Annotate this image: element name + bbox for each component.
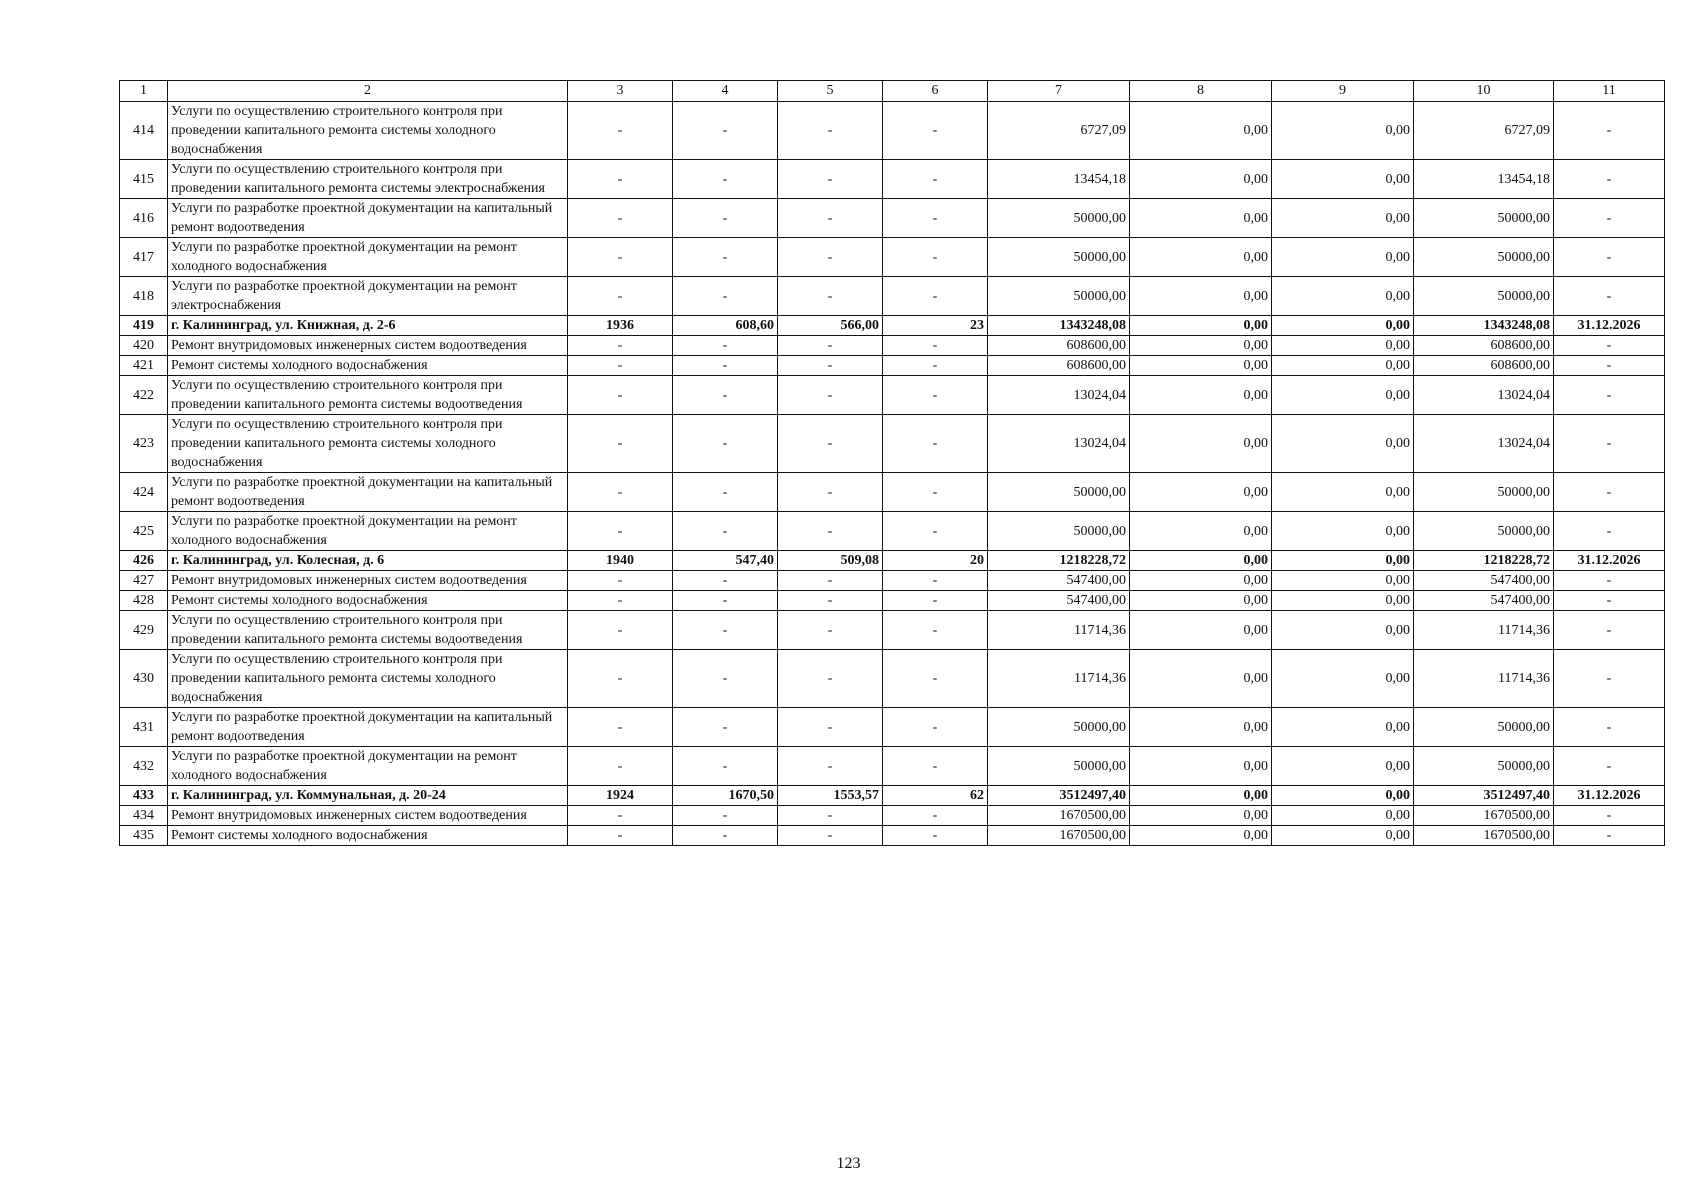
col8-value: 0,00	[1130, 160, 1272, 199]
col3-value: -	[568, 512, 673, 551]
table-row	[120, 102, 1665, 160]
row-number: 434	[120, 806, 168, 826]
col4-value: -	[673, 826, 778, 846]
col7-value: 50000,00	[988, 708, 1130, 747]
col6-value: -	[883, 336, 988, 356]
col6-value: -	[883, 571, 988, 591]
col7-value: 547400,00	[988, 591, 1130, 611]
col11-value: -	[1554, 806, 1665, 826]
column-header: 7	[988, 81, 1130, 102]
col10-value: 11714,36	[1414, 611, 1554, 650]
col8-value: 0,00	[1130, 826, 1272, 846]
col10-value: 50000,00	[1414, 747, 1554, 786]
col5-value: -	[778, 826, 883, 846]
col3-value: -	[568, 199, 673, 238]
col8-value: 0,00	[1130, 786, 1272, 806]
col4-value: 1670,50	[673, 786, 778, 806]
col9-value: 0,00	[1272, 376, 1414, 415]
col6-value: -	[883, 747, 988, 786]
col10-value: 50000,00	[1414, 238, 1554, 277]
column-header: 6	[883, 81, 988, 102]
col5-value: -	[778, 199, 883, 238]
address-row	[120, 786, 1665, 806]
col10-value: 50000,00	[1414, 277, 1554, 316]
row-description: Ремонт системы холодного водоснабжения	[168, 356, 568, 376]
col3-value: -	[568, 747, 673, 786]
col6-value: -	[883, 376, 988, 415]
page-number: 123	[836, 1155, 861, 1172]
col4-value: -	[673, 199, 778, 238]
column-header: 11	[1554, 81, 1665, 102]
col5-value: -	[778, 473, 883, 512]
table-row	[120, 591, 1665, 611]
table-row	[120, 571, 1665, 591]
col4-value: -	[673, 747, 778, 786]
col8-value: 0,00	[1130, 747, 1272, 786]
col9-value: 0,00	[1272, 277, 1414, 316]
col5-value: -	[778, 747, 883, 786]
register-sheet	[119, 80, 1664, 846]
row-description: Услуги по разработке проектной документации на ремонт холодного водоснабжения	[168, 238, 568, 277]
col7-value: 13454,18	[988, 160, 1130, 199]
table-row	[120, 473, 1665, 512]
row-description: Услуги по разработке проектной документации на ремонт холодного водоснабжения	[168, 512, 568, 551]
col11-value: -	[1554, 826, 1665, 846]
table-row	[120, 747, 1665, 786]
col6-value: -	[883, 415, 988, 473]
col9-value: 0,00	[1272, 611, 1414, 650]
col8-value: 0,00	[1130, 316, 1272, 336]
address-row	[120, 551, 1665, 571]
table-row	[120, 238, 1665, 277]
col8-value: 0,00	[1130, 611, 1272, 650]
col4-value: 608,60	[673, 316, 778, 336]
repair-register-table	[119, 80, 1665, 846]
col4-value: -	[673, 512, 778, 551]
col8-value: 0,00	[1130, 376, 1272, 415]
column-header: 2	[168, 81, 568, 102]
column-header: 4	[673, 81, 778, 102]
col11-value: -	[1554, 650, 1665, 708]
col3-value: -	[568, 238, 673, 277]
col11-value: 31.12.2026	[1554, 786, 1665, 806]
col6-value: -	[883, 238, 988, 277]
row-description: Ремонт системы холодного водоснабжения	[168, 591, 568, 611]
column-header: 5	[778, 81, 883, 102]
col10-value: 608600,00	[1414, 356, 1554, 376]
row-description: г. Калининград, ул. Коммунальная, д. 20-24	[168, 786, 568, 806]
col7-value: 11714,36	[988, 611, 1130, 650]
col11-value: -	[1554, 571, 1665, 591]
col4-value: -	[673, 611, 778, 650]
col4-value: -	[673, 376, 778, 415]
column-header: 8	[1130, 81, 1272, 102]
col5-value: -	[778, 806, 883, 826]
col9-value: 0,00	[1272, 316, 1414, 336]
col7-value: 50000,00	[988, 238, 1130, 277]
col3-value: -	[568, 336, 673, 356]
col7-value: 50000,00	[988, 747, 1130, 786]
row-description: г. Калининград, ул. Колесная, д. 6	[168, 551, 568, 571]
column-header: 1	[120, 81, 168, 102]
table-row	[120, 199, 1665, 238]
col10-value: 547400,00	[1414, 591, 1554, 611]
row-number: 430	[120, 650, 168, 708]
table-row	[120, 356, 1665, 376]
col4-value: -	[673, 336, 778, 356]
col9-value: 0,00	[1272, 102, 1414, 160]
col6-value: -	[883, 708, 988, 747]
col4-value: -	[673, 356, 778, 376]
col4-value: -	[673, 160, 778, 199]
col9-value: 0,00	[1272, 826, 1414, 846]
col6-value: -	[883, 512, 988, 551]
col11-value: -	[1554, 708, 1665, 747]
row-description: Услуги по разработке проектной документации на ремонт электроснабжения	[168, 277, 568, 316]
col3-value: -	[568, 591, 673, 611]
col4-value: -	[673, 708, 778, 747]
col8-value: 0,00	[1130, 277, 1272, 316]
col5-value: -	[778, 376, 883, 415]
row-number: 426	[120, 551, 168, 571]
table-row	[120, 826, 1665, 846]
row-number: 419	[120, 316, 168, 336]
table-row	[120, 512, 1665, 551]
row-description: Услуги по осуществлению строительного контроля при проведении капитального ремонта системы водоотведения	[168, 376, 568, 415]
row-description: Услуги по осуществлению строительного контроля при проведении капитального ремонта системы холодного водоснабжения	[168, 415, 568, 473]
col11-value: -	[1554, 356, 1665, 376]
col7-value: 608600,00	[988, 356, 1130, 376]
row-number: 423	[120, 415, 168, 473]
col8-value: 0,00	[1130, 571, 1272, 591]
col8-value: 0,00	[1130, 415, 1272, 473]
row-description: Услуги по осуществлению строительного контроля при проведении капитального ремонта системы водоотведения	[168, 611, 568, 650]
col7-value: 50000,00	[988, 277, 1130, 316]
row-description: Услуги по разработке проектной документации на капитальный ремонт водоотведения	[168, 199, 568, 238]
col4-value: -	[673, 473, 778, 512]
col10-value: 50000,00	[1414, 708, 1554, 747]
col5-value: -	[778, 238, 883, 277]
col10-value: 13454,18	[1414, 160, 1554, 199]
row-number: 429	[120, 611, 168, 650]
col9-value: 0,00	[1272, 806, 1414, 826]
col10-value: 3512497,40	[1414, 786, 1554, 806]
col9-value: 0,00	[1272, 571, 1414, 591]
col9-value: 0,00	[1272, 708, 1414, 747]
col6-value: -	[883, 650, 988, 708]
row-description: Услуги по разработке проектной документации на ремонт холодного водоснабжения	[168, 747, 568, 786]
table-row	[120, 806, 1665, 826]
col9-value: 0,00	[1272, 199, 1414, 238]
col4-value: -	[673, 571, 778, 591]
col11-value: -	[1554, 591, 1665, 611]
col3-value: -	[568, 415, 673, 473]
col4-value: -	[673, 277, 778, 316]
col11-value: -	[1554, 336, 1665, 356]
col9-value: 0,00	[1272, 415, 1414, 473]
col6-value: -	[883, 277, 988, 316]
col11-value: -	[1554, 102, 1665, 160]
col11-value: -	[1554, 199, 1665, 238]
col5-value: -	[778, 650, 883, 708]
col10-value: 50000,00	[1414, 512, 1554, 551]
row-description: Услуги по осуществлению строительного контроля при проведении капитального ремонта системы электроснабжения	[168, 160, 568, 199]
col10-value: 50000,00	[1414, 473, 1554, 512]
col3-value: 1936	[568, 316, 673, 336]
col11-value: -	[1554, 611, 1665, 650]
col10-value: 547400,00	[1414, 571, 1554, 591]
col9-value: 0,00	[1272, 551, 1414, 571]
col3-value: -	[568, 611, 673, 650]
col8-value: 0,00	[1130, 473, 1272, 512]
col5-value: -	[778, 708, 883, 747]
col3-value: -	[568, 708, 673, 747]
row-number: 425	[120, 512, 168, 551]
col6-value: 20	[883, 551, 988, 571]
col11-value: -	[1554, 415, 1665, 473]
col3-value: -	[568, 356, 673, 376]
col6-value: -	[883, 356, 988, 376]
col5-value: 1553,57	[778, 786, 883, 806]
col10-value: 50000,00	[1414, 199, 1554, 238]
col11-value: -	[1554, 512, 1665, 551]
col10-value: 13024,04	[1414, 415, 1554, 473]
col8-value: 0,00	[1130, 199, 1272, 238]
col5-value: -	[778, 591, 883, 611]
col6-value: -	[883, 591, 988, 611]
col3-value: -	[568, 473, 673, 512]
col3-value: -	[568, 650, 673, 708]
col9-value: 0,00	[1272, 160, 1414, 199]
col8-value: 0,00	[1130, 708, 1272, 747]
col9-value: 0,00	[1272, 747, 1414, 786]
col4-value: 547,40	[673, 551, 778, 571]
col7-value: 1670500,00	[988, 826, 1130, 846]
table-row	[120, 336, 1665, 356]
table-row	[120, 611, 1665, 650]
col7-value: 1670500,00	[988, 806, 1130, 826]
row-number: 418	[120, 277, 168, 316]
col9-value: 0,00	[1272, 473, 1414, 512]
col10-value: 1670500,00	[1414, 826, 1554, 846]
col9-value: 0,00	[1272, 356, 1414, 376]
col8-value: 0,00	[1130, 238, 1272, 277]
col7-value: 50000,00	[988, 512, 1130, 551]
address-row	[120, 316, 1665, 336]
row-number: 428	[120, 591, 168, 611]
col6-value: -	[883, 473, 988, 512]
col7-value: 13024,04	[988, 376, 1130, 415]
row-number: 433	[120, 786, 168, 806]
col3-value: -	[568, 277, 673, 316]
col7-value: 13024,04	[988, 415, 1130, 473]
col11-value: -	[1554, 238, 1665, 277]
col11-value: 31.12.2026	[1554, 316, 1665, 336]
col7-value: 1343248,08	[988, 316, 1130, 336]
col8-value: 0,00	[1130, 102, 1272, 160]
col5-value: 566,00	[778, 316, 883, 336]
col8-value: 0,00	[1130, 591, 1272, 611]
col10-value: 13024,04	[1414, 376, 1554, 415]
col4-value: -	[673, 102, 778, 160]
row-description: Услуги по осуществлению строительного контроля при проведении капитального ремонта системы холодного водоснабжения	[168, 650, 568, 708]
col3-value: -	[568, 826, 673, 846]
col9-value: 0,00	[1272, 786, 1414, 806]
row-number: 435	[120, 826, 168, 846]
column-header: 3	[568, 81, 673, 102]
col7-value: 6727,09	[988, 102, 1130, 160]
col7-value: 50000,00	[988, 199, 1130, 238]
col9-value: 0,00	[1272, 650, 1414, 708]
row-description: Ремонт внутридомовых инженерных систем водоотведения	[168, 571, 568, 591]
col3-value: -	[568, 571, 673, 591]
col6-value: -	[883, 611, 988, 650]
col11-value: 31.12.2026	[1554, 551, 1665, 571]
col7-value: 547400,00	[988, 571, 1130, 591]
col7-value: 1218228,72	[988, 551, 1130, 571]
col6-value: 23	[883, 316, 988, 336]
col5-value: -	[778, 512, 883, 551]
col5-value: -	[778, 356, 883, 376]
col4-value: -	[673, 806, 778, 826]
row-number: 431	[120, 708, 168, 747]
col6-value: -	[883, 806, 988, 826]
col10-value: 1343248,08	[1414, 316, 1554, 336]
col3-value: 1924	[568, 786, 673, 806]
table-row	[120, 415, 1665, 473]
col3-value: -	[568, 806, 673, 826]
col8-value: 0,00	[1130, 336, 1272, 356]
row-number: 424	[120, 473, 168, 512]
col5-value: -	[778, 571, 883, 591]
col4-value: -	[673, 591, 778, 611]
row-description: г. Калининград, ул. Книжная, д. 2-6	[168, 316, 568, 336]
col11-value: -	[1554, 376, 1665, 415]
col10-value: 6727,09	[1414, 102, 1554, 160]
table-body	[120, 81, 1665, 846]
table-row	[120, 650, 1665, 708]
column-header: 9	[1272, 81, 1414, 102]
col7-value: 608600,00	[988, 336, 1130, 356]
col5-value: -	[778, 336, 883, 356]
col8-value: 0,00	[1130, 551, 1272, 571]
col10-value: 1670500,00	[1414, 806, 1554, 826]
col9-value: 0,00	[1272, 238, 1414, 277]
table-row	[120, 376, 1665, 415]
col10-value: 11714,36	[1414, 650, 1554, 708]
row-number: 432	[120, 747, 168, 786]
col5-value: 509,08	[778, 551, 883, 571]
col6-value: -	[883, 102, 988, 160]
column-number-row	[120, 81, 1665, 102]
row-description: Ремонт внутридомовых инженерных систем водоотведения	[168, 336, 568, 356]
col9-value: 0,00	[1272, 591, 1414, 611]
col11-value: -	[1554, 747, 1665, 786]
row-number: 427	[120, 571, 168, 591]
col3-value: -	[568, 102, 673, 160]
col5-value: -	[778, 415, 883, 473]
col9-value: 0,00	[1272, 336, 1414, 356]
col8-value: 0,00	[1130, 650, 1272, 708]
col6-value: -	[883, 826, 988, 846]
row-number: 416	[120, 199, 168, 238]
col5-value: -	[778, 611, 883, 650]
col6-value: -	[883, 160, 988, 199]
col3-value: -	[568, 376, 673, 415]
col5-value: -	[778, 102, 883, 160]
col10-value: 608600,00	[1414, 336, 1554, 356]
row-description: Услуги по разработке проектной документации на капитальный ремонт водоотведения	[168, 473, 568, 512]
row-number: 415	[120, 160, 168, 199]
row-description: Услуги по разработке проектной документации на капитальный ремонт водоотведения	[168, 708, 568, 747]
col5-value: -	[778, 160, 883, 199]
col6-value: -	[883, 199, 988, 238]
row-description: Ремонт внутридомовых инженерных систем водоотведения	[168, 806, 568, 826]
col6-value: 62	[883, 786, 988, 806]
col5-value: -	[778, 277, 883, 316]
row-number: 421	[120, 356, 168, 376]
table-row	[120, 277, 1665, 316]
col11-value: -	[1554, 277, 1665, 316]
col7-value: 3512497,40	[988, 786, 1130, 806]
col7-value: 11714,36	[988, 650, 1130, 708]
col4-value: -	[673, 415, 778, 473]
col8-value: 0,00	[1130, 512, 1272, 551]
col11-value: -	[1554, 160, 1665, 199]
column-header: 10	[1414, 81, 1554, 102]
col11-value: -	[1554, 473, 1665, 512]
col3-value: -	[568, 160, 673, 199]
col4-value: -	[673, 238, 778, 277]
col9-value: 0,00	[1272, 512, 1414, 551]
col10-value: 1218228,72	[1414, 551, 1554, 571]
row-number: 417	[120, 238, 168, 277]
col4-value: -	[673, 650, 778, 708]
table-row	[120, 160, 1665, 199]
col3-value: 1940	[568, 551, 673, 571]
col7-value: 50000,00	[988, 473, 1130, 512]
row-number: 422	[120, 376, 168, 415]
table-row	[120, 708, 1665, 747]
row-number: 420	[120, 336, 168, 356]
col8-value: 0,00	[1130, 356, 1272, 376]
row-number: 414	[120, 102, 168, 160]
row-description: Услуги по осуществлению строительного контроля при проведении капитального ремонта системы холодного водоснабжения	[168, 102, 568, 160]
row-description: Ремонт системы холодного водоснабжения	[168, 826, 568, 846]
col8-value: 0,00	[1130, 806, 1272, 826]
